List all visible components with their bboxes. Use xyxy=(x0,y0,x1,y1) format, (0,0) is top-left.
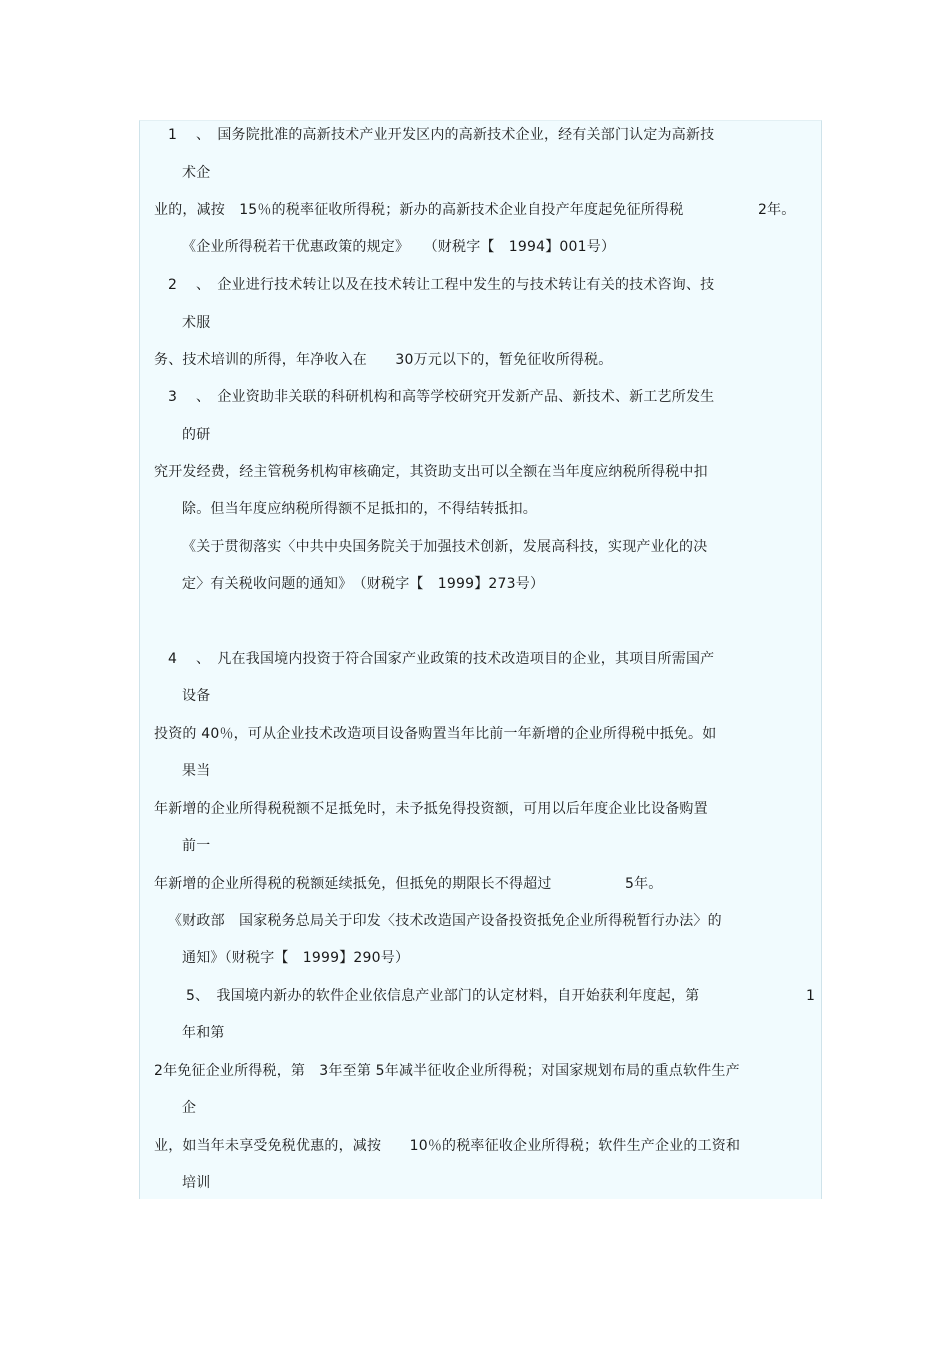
item-5-line-4: 企 xyxy=(182,1100,197,1116)
item-4-line-3: 投资的 40％，可从企业技术改造项目设备购置当年比前一年新增的企业所得税中抵免。如 xyxy=(154,726,717,742)
item-1-line-1: 1 、 国务院批准的高新技术产业开发区内的高新技术企业，经有关部门认定为高新技 xyxy=(168,127,715,143)
item-4-line-4: 果当 xyxy=(182,763,211,779)
item-3-source-2: 定〉有关税收问题的通知》 （财税字【 1999】273号） xyxy=(182,576,545,592)
item-5-line-1: 5、 我国境内新办的软件企业依信息产业部门的认定材料，自开始获利年度起，第 xyxy=(186,988,700,1004)
item-1-source: 《企业所得税若干优惠政策的规定》 （财税字【 1994】001号） xyxy=(182,239,616,255)
item-4-line-7: 年新增的企业所得税的税额延续抵免，但抵免的期限长不得超过 xyxy=(154,876,552,892)
item-3-line-4: 除。但当年度应纳税所得额不足抵扣的，不得结转抵扣。 xyxy=(182,501,537,517)
item-4-line-1: 4 、 凡在我国境内投资于符合国家产业政策的技术改造项目的企业，其项目所需国产 xyxy=(168,651,715,667)
item-2-line-1: 2 、 企业进行技术转让以及在技术转让工程中发生的与技术转让有关的技术咨询、技 xyxy=(168,277,715,293)
item-3-line-1: 3 、 企业资助非关联的科研机构和高等学校研究开发新产品、新技术、新工艺所发生 xyxy=(168,389,715,405)
item-4-line-7-tail: 5年。 xyxy=(625,876,663,892)
item-4-line-6: 前一 xyxy=(182,838,211,854)
item-1-line-2: 术企 xyxy=(182,165,211,181)
item-5-line-3: 2年免征企业所得税，第 3年至第 5年减半征收企业所得税；对国家规划布局的重点软件生产 xyxy=(154,1063,740,1079)
item-4-line-2: 设备 xyxy=(182,688,211,704)
item-5-line-2: 年和第 xyxy=(182,1025,225,1041)
item-2-line-2: 术服 xyxy=(182,315,211,331)
item-3-source-1: 《关于贯彻落实〈中共中央国务院关于加强技术创新，发展高科技，实现产业化的决 xyxy=(182,539,708,555)
item-5-line-5: 业，如当年未享受免税优惠的，减按 10％的税率征收企业所得税；软件生产企业的工资和 xyxy=(154,1138,741,1154)
item-2-line-3: 务、技术培训的所得，年净收入在 30万元以下的，暂免征收所得税。 xyxy=(154,352,613,368)
item-5-line-1-tail: 1 xyxy=(806,988,816,1004)
item-4-source-2: 通知》（财税字【 1999】290号） xyxy=(182,950,410,966)
item-4-source-1: 《财政部 国家税务总局关于印发〈技术改造国产设备投资抵免企业所得税暂行办法〉的 xyxy=(168,913,722,929)
item-4-line-5: 年新增的企业所得税税额不足抵免时，未予抵免得投资额，可用以后年度企业比设备购置 xyxy=(154,801,708,817)
item-1-line-3: 业的，减按 15％的税率征收所得税；新办的高新技术企业自投产年度起免征所得税 xyxy=(154,202,684,218)
item-3-line-2: 的研 xyxy=(182,427,211,443)
item-3-line-3: 究开发经费，经主管税务机构审核确定，其资助支出可以全额在当年度应纳税所得税中扣 xyxy=(154,464,708,480)
item-1-line-3-tail: 2年。 xyxy=(758,202,796,218)
item-5-line-6: 培训 xyxy=(182,1175,211,1191)
